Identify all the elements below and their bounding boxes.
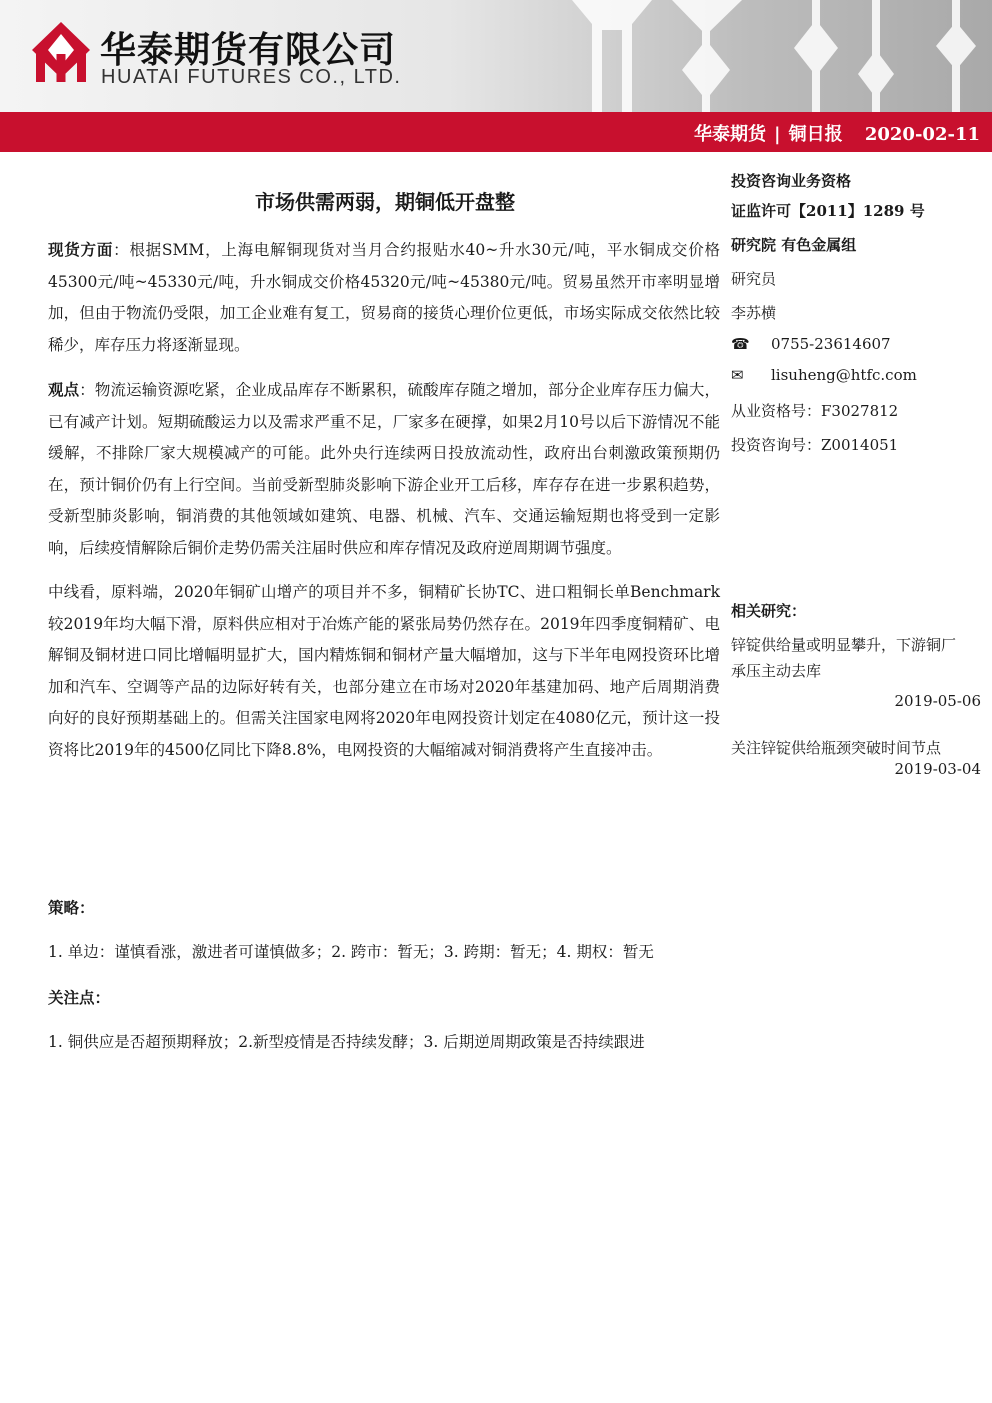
related-item-2-date: 2019-03-04 — [894, 760, 981, 778]
report-title: 市场供需两弱，期铜低开盘整 — [255, 190, 515, 214]
company-name-en: HUATAI FUTURES CO., LTD. — [101, 66, 402, 88]
report-bar — [0, 112, 992, 152]
strategy-heading: 策略： — [48, 898, 95, 917]
qualification-label: 投资咨询业务资格 — [731, 172, 852, 190]
header-decoration — [572, 0, 992, 112]
envelope-icon: ✉ — [731, 366, 744, 384]
paragraph-midterm: 中线看，原料端，2020年铜矿山增产的项目并不多，铜精矿长协TC、进口粗铜长单Benchmark较2019年均大幅下滑，原料供应相对于冶炼产能的紧张局势仍然存在。2019年四季度铜精矿、电解铜及铜材进口同比增幅明显扩大，国内精炼铜和铜材产量大幅增加，这与下半年电网投资环比增加和汽车、空调等产品的边际好转有关，也部分建立在市场对2020年基建加码、地产后周期消费向好的良好预期基础上的。但需关注国家电网将2020年电网投资计划定在4080亿元，预计这一投资将比2019年的4500亿同比下降8.8%，电网投资的大幅缩减对铜消费将产生直接冲击。 — [48, 583, 720, 759]
paragraph-view-label: 观点 — [48, 380, 80, 399]
focus-heading: 关注点： — [48, 988, 111, 1007]
huatai-logo-icon — [30, 20, 92, 84]
license-number: 证监许可【2011】1289 号 — [731, 202, 925, 220]
related-item-2-title[interactable]: 关注锌锭供给瓶颈突破时间节点 — [731, 739, 942, 757]
paragraph-view-text: ：物流运输资源吃紧，企业成品库存不断累积，硫酸库存随之增加，部分企业库存压力偏大，已有减产计划。短期硫酸运力以及需求严重不足，厂家多在硬撑，如果2月10号以后下游情况不能缓解，不排除厂家大规模减产的可能。此外央行连续两日投放流动性，政府出台刺激政策预期仍在，预计铜价仍有上行空间。当前受新型肺炎影响下游企业开工后移，库存存在进一步累积趋势，受新型肺炎影响，铜消费的其他领域如建筑、电器、机械、汽车、交通运输短期也将受到一定影响，后续疫情解除后铜价走势仍需关注届时供应和库存情况及政府逆周期调节强度。 — [48, 381, 720, 557]
paragraph-spot-label: 现货方面 — [48, 240, 114, 259]
page-header — [0, 0, 992, 112]
consult-number: 投资咨询号：Z0014051 — [731, 436, 899, 454]
email-row — [731, 366, 983, 384]
phone-number: 0755-23614607 — [771, 335, 891, 353]
email-address[interactable]: lisuheng@htfc.com — [771, 366, 917, 384]
phone-row — [731, 335, 983, 353]
paragraph-spot-text: ：根据SMM，上海电解铜现货对当月合约报贴水40~升水30元/吨，平水铜成交价格45300元/吨~45330元/吨，升水铜成交价格45320元/吨~45380元/吨。贸易虽然开市率明显增加，但由于物流仍受限，加工企业难有复工，贸易商的接货心理价位更低，市场实际成交依然比较稀少，库存压力将逐渐显现。 — [48, 241, 720, 354]
related-item-1-line2[interactable]: 承压主动去库 — [731, 662, 822, 680]
company-name-cn: 华泰期货有限公司 — [100, 30, 397, 71]
report-source: 华泰期货 — [694, 124, 767, 145]
report-bar-text — [686, 120, 980, 146]
researcher-role: 研究员 — [731, 270, 777, 288]
related-item-1-date: 2019-05-06 — [894, 692, 981, 710]
related-research-heading: 相关研究： — [731, 602, 807, 620]
paragraph-spot — [48, 234, 720, 361]
report-date: 2020-02-11 — [864, 124, 980, 145]
related-item-1-line1[interactable]: 锌锭供给量或明显攀升，下游铜厂 — [731, 636, 957, 654]
practice-number: 从业资格号：F3027812 — [731, 402, 899, 420]
paragraph-view — [48, 374, 720, 564]
report-type: 铜日报 — [788, 124, 843, 145]
research-institute: 研究院 有色金属组 — [731, 236, 857, 254]
strategy-text: 1. 单边：谨慎看涨，激进者可谨慎做多；2. 跨市：暂无；3. 跨期：暂无；4. 期权：暂无 — [48, 943, 654, 961]
report-separator: | — [774, 124, 781, 145]
focus-text: 1. 铜供应是否超预期释放；2.新型疫情是否持续发酵；3. 后期逆周期政策是否持续跟进 — [48, 1033, 645, 1051]
main-content — [48, 234, 720, 779]
telephone-icon: ☎ — [731, 335, 750, 353]
researcher-name: 李苏横 — [731, 304, 777, 322]
